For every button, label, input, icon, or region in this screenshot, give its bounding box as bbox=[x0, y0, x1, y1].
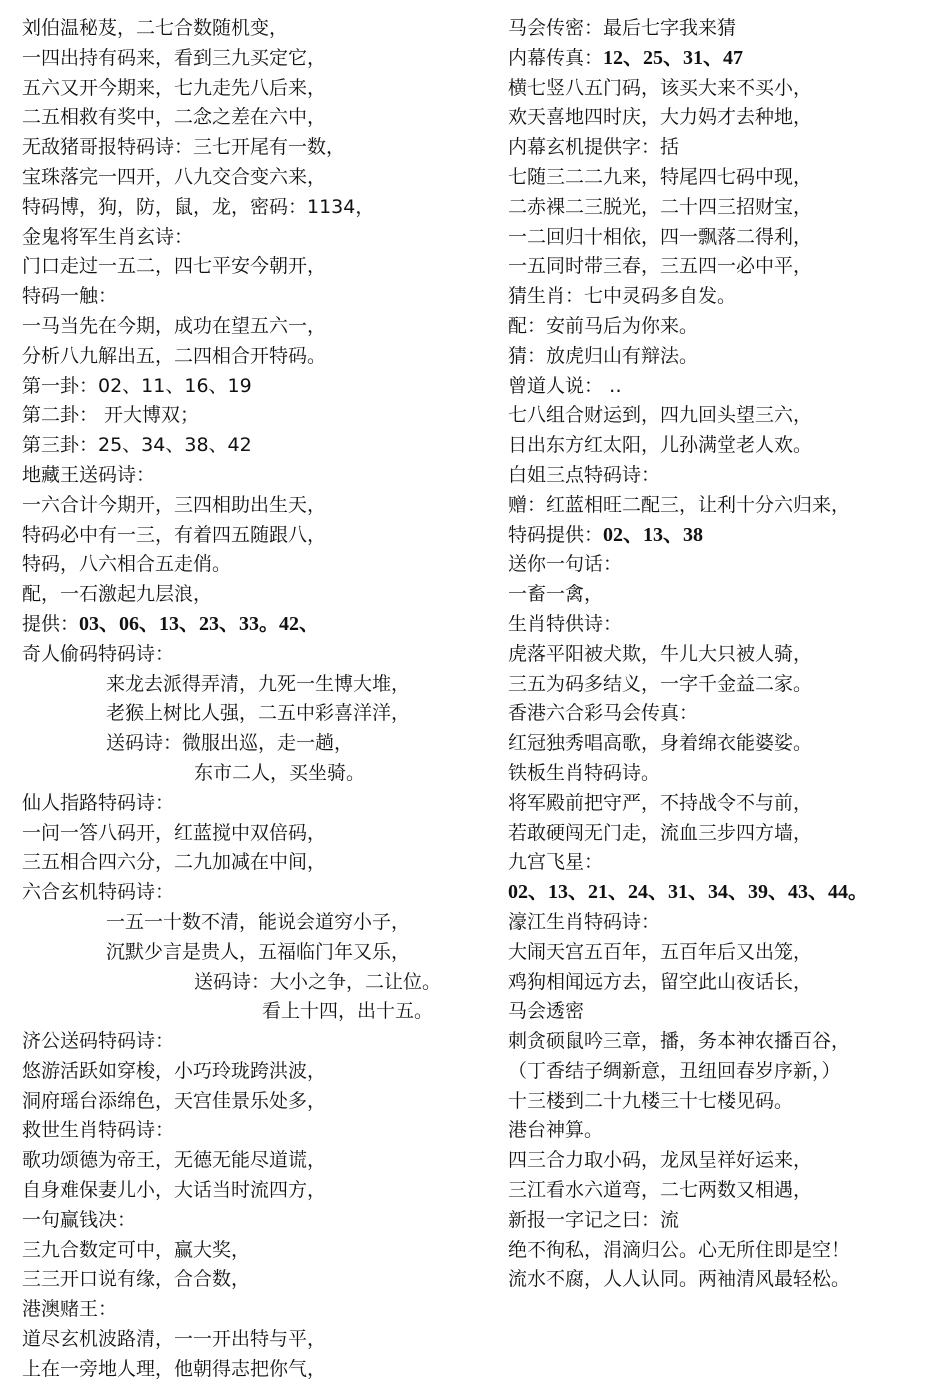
text-line: 刘伯温秘芨，二七合数随机变， bbox=[22, 17, 289, 39]
text-line: 分析八九解出五，二四相合开特码。 bbox=[22, 344, 327, 367]
text-line: 三三开口说有缘，合合数， bbox=[22, 1268, 251, 1291]
text-line: 上在一旁地人理，他朝得志把你气， bbox=[22, 1357, 327, 1380]
section-heading: 特码一触： bbox=[22, 285, 118, 308]
section-heading: 曾道人说： ‥ bbox=[508, 374, 622, 397]
text-line: 十三楼到二十九楼三十七楼见码。 bbox=[508, 1089, 794, 1112]
left-text-column bbox=[22, 14, 492, 1385]
text-line: 来龙去派得弄清，九死一生博大堆， bbox=[106, 672, 411, 695]
text-line: 三九合数定可中，赢大奖， bbox=[22, 1238, 251, 1261]
right-text-column bbox=[508, 14, 928, 1295]
text-line: 特码必中有一三，有着四五随跟八， bbox=[22, 523, 327, 546]
section-heading: 马会透密 bbox=[508, 1000, 585, 1023]
text-line: 送码诗：大小之争，二让位。 bbox=[194, 970, 442, 993]
numbers-line: 02、13、21、24、31、34、39、43、44。 bbox=[508, 881, 868, 904]
text-line: 第三卦：25、34、38、42 bbox=[22, 434, 252, 457]
text-line: 横七竖八五门码，该买大来不买小， bbox=[508, 76, 813, 99]
text-line: 一五一十数不清，能说会道穷小子， bbox=[106, 910, 411, 933]
text-line: 三五相合四六分，二九加减在中间， bbox=[22, 851, 327, 874]
text-line: 洞府瑶台添绵色，天宫佳景乐处多， bbox=[22, 1089, 327, 1112]
section-heading: 港台神算。 bbox=[508, 1119, 604, 1142]
text-line: 歌功颂德为帝王，无德无能尽道谎， bbox=[22, 1149, 327, 1172]
section-heading: 仙人指路特码诗： bbox=[22, 791, 175, 814]
section-heading: 香港六合彩马会传真： bbox=[508, 702, 699, 725]
text-line: 自身难保妻儿小，大话当时流四方， bbox=[22, 1179, 327, 1202]
numbers-label: 提供： bbox=[22, 612, 80, 635]
section-heading: 送你一句话： bbox=[508, 553, 623, 576]
text-line: 悠游活跃如穿梭，小巧玲珑跨洪波， bbox=[22, 1059, 327, 1082]
numbers-value: 03、06、13、23、33。42、 bbox=[79, 612, 320, 635]
section-heading: 奇人偷码特码诗： bbox=[22, 642, 175, 665]
numbers-label: 特码提供： bbox=[508, 523, 604, 546]
text-line: 鸡狗相闻远方去，留空此山夜话长， bbox=[508, 970, 813, 993]
text-line: 一畜一禽， bbox=[508, 583, 604, 606]
text-line: 沉默少言是贵人，五福临门年又乐， bbox=[106, 940, 411, 963]
text-line: 大闹天宫五百年，五百年后又出笼， bbox=[508, 940, 813, 963]
text-line: 东市二人，买坐骑。 bbox=[194, 761, 366, 784]
text-line: 配，一石激起九层浪， bbox=[22, 583, 213, 606]
text-line: 送码诗：微服出巡，走一趟， bbox=[106, 732, 354, 755]
text-line: 将军殿前把守严，不持战令不与前， bbox=[508, 791, 813, 814]
text-line: 七八组合财运到，四九回头望三六， bbox=[508, 404, 813, 427]
text-line: 二赤裸二三脱光，二十四三招财宝， bbox=[508, 195, 813, 218]
numbers-label: 内幕传真： bbox=[508, 46, 604, 69]
text-line: 一二回归十相依，四一飘落二得利， bbox=[508, 225, 813, 248]
text-line: 二五相救有奖中，二念之差在六中， bbox=[22, 106, 327, 129]
text-line: 猜生肖：七中灵码多自发。 bbox=[508, 285, 737, 308]
section-heading: 济公送码特码诗： bbox=[22, 1030, 175, 1053]
text-line: （丁香结子绸新意，丑纽回春岁序新，） bbox=[508, 1059, 841, 1082]
section-heading: 地藏王送码诗： bbox=[22, 463, 156, 486]
text-line: 新报一字记之曰：流 bbox=[508, 1208, 680, 1231]
section-heading: 白姐三点特码诗： bbox=[508, 463, 661, 486]
section-heading: 一句赢钱决： bbox=[22, 1208, 137, 1231]
text-line: 马会传密：最后七字我来猜 bbox=[508, 17, 737, 39]
section-heading: 濠江生肖特码诗： bbox=[508, 910, 661, 933]
text-line: 一问一答八码开，红蓝搅中双倍码， bbox=[22, 821, 327, 844]
text-line: 宝珠落完一四开，八九交合变六来， bbox=[22, 165, 327, 188]
text-line: 特码博，狗，防，鼠，龙，密码：1134， bbox=[22, 195, 375, 218]
text-line: 若敢硬闯无门走，流血三步四方墙， bbox=[508, 821, 813, 844]
text-line: 道尽玄机波路清，一一开出特与平， bbox=[22, 1328, 327, 1351]
text-line: 特码，八六相合五走俏。 bbox=[22, 553, 232, 576]
text-line: 绝不徇私，涓滴归公。心无所住即是空！ bbox=[508, 1238, 851, 1261]
text-line: 门口走过一五二，四七平安今朝开， bbox=[22, 255, 327, 278]
numbers-value: 12、25、31、47 bbox=[603, 46, 744, 69]
text-line: 一五同时带三春，三五四一必中平， bbox=[508, 255, 813, 278]
text-line: 第二卦： 开大博双； bbox=[22, 404, 200, 427]
text-line: 虎落平阳被犬欺，牛儿大只被人骑， bbox=[508, 642, 813, 665]
text-line: 第一卦：02、11、16、19 bbox=[22, 374, 252, 397]
text-line: 老猴上树比人强，二五中彩喜洋洋， bbox=[106, 702, 411, 725]
numbers-line bbox=[508, 521, 928, 551]
section-heading: 生肖特供诗： bbox=[508, 612, 623, 635]
section-heading: 铁板生肖特码诗。 bbox=[508, 761, 661, 784]
text-line: 日出东方红太阳，儿孙满堂老人欢。 bbox=[508, 434, 813, 457]
numbers-line bbox=[508, 44, 928, 74]
text-line: 一六合计今期开，三四相助出生天， bbox=[22, 493, 327, 516]
text-line: 四三合力取小码，龙凤呈祥好运来， bbox=[508, 1149, 813, 1172]
text-line: 一四出持有码来，看到三九买定它， bbox=[22, 46, 327, 69]
section-heading: 港澳赌王： bbox=[22, 1298, 118, 1321]
section-heading: 救世生肖特码诗： bbox=[22, 1119, 175, 1142]
text-line: 流水不腐，人人认同。两袖清风最轻松。 bbox=[508, 1268, 851, 1291]
text-line: 红冠独秀唱高歌，身着绵衣能婆娑。 bbox=[508, 732, 813, 755]
numbers-line bbox=[22, 610, 492, 640]
section-heading: 金鬼将军生肖玄诗： bbox=[22, 225, 194, 248]
text-line: 三五为码多结义，一字千金益二家。 bbox=[508, 672, 813, 695]
text-line: 七随三二二九来，特尾四七码中现， bbox=[508, 165, 813, 188]
text-line: 欢天喜地四时庆，大力妈才去种地， bbox=[508, 106, 813, 129]
numbers-value: 02、13、38 bbox=[603, 523, 704, 546]
text-line: 赠：红蓝相旺二配三，让利十分六归来， bbox=[508, 493, 851, 516]
text-line: 看上十四，出十五。 bbox=[262, 1000, 434, 1023]
section-heading: 六合玄机特码诗： bbox=[22, 881, 175, 904]
text-line: 五六又开今期来，七九走先八后来， bbox=[22, 76, 327, 99]
section-heading: 九宫飞星： bbox=[508, 851, 604, 874]
text-line: 猜：放虎归山有辩法。 bbox=[508, 344, 699, 367]
text-line: 内幕玄机提供字：括 bbox=[508, 136, 680, 159]
text-line: 刺贪硕鼠吟三章，播，务本神农播百谷， bbox=[508, 1030, 851, 1053]
text-line: 无敌猪哥报特码诗：三七开尾有一数， bbox=[22, 136, 346, 159]
text-line: 配：安前马后为你来。 bbox=[508, 314, 699, 337]
text-line: 一马当先在今期，成功在望五六一， bbox=[22, 314, 327, 337]
text-line: 三江看水六道弯，二七两数又相遇， bbox=[508, 1179, 813, 1202]
